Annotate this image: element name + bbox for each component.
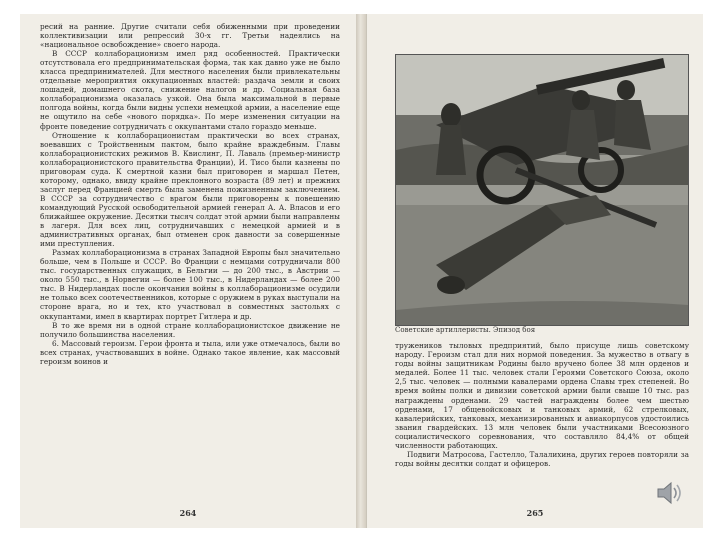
paragraph: В СССР коллаборационизм имел ряд особенностей. Практически отсутствовала его предпринимательская форма, так как давно уже не было класса предпринимателей. Для местного населения были привлекательны отдельные мероприятия оккупационных властей: раздача земли и своих лошадей, домашнего скота, снижение налогов и др. Социальная база коллаборационизма оказалась узкой. Она была максимальной в первые полгода войны, когда были видны успехи немецкой армии, а население еще не ощутило на себе «нового порядка». По мере изменения ситуации на фронте поведение сотрудничать с оккупантами стало гораздо меньше. bbox=[40, 49, 340, 131]
paragraph: Подвиги Матросова, Гастелло, Талалихина, других героев повторяли за годы войны десятки солдат и офицеров. bbox=[395, 450, 689, 469]
speaker-icon[interactable] bbox=[652, 476, 686, 510]
book-spread bbox=[20, 14, 702, 528]
paragraph: тружеников тыловых предприятий, было присуще лишь советскому народу. Героизм стал для них нормой поведения. За мужество в отвагу в годы войны защитникам Родины было вручено более 38 млн орденов и медалей. Более 11 тыс. человек стали Героями Советского Союза, около 2,5 тыс. человек — полными кавалерами ордена Славы трех степеней. Во время войны полки и дивизии советской армии были свыше 10 тыс. раз награждены орденами. 29 частей награждены более чем шестью орденами, 17 общевойсковых и танковых армий, 62 стрелковых, кавалерийских, танковых, механизированных и авиакорпусов удостоились звания гвардейских. 13 млн человек были участниками Всесоюзного социалистического соревнования, что составляло 84,4% от общей численности работающих. bbox=[395, 341, 689, 451]
paragraph: 6. Массовый героизм. Герои фронта и тыла, или уже отмечалось, были во всех странах, участвовавших в войне. Однако такое явление, как массовый героизм воинов и bbox=[40, 338, 340, 366]
page-number-right: 265 bbox=[526, 508, 544, 518]
right-page-text bbox=[395, 341, 689, 468]
photo-caption: Советские артиллеристы. Эпизод боя bbox=[395, 326, 536, 334]
page-number-left: 264 bbox=[179, 508, 197, 518]
paragraph: ресий на ранние. Другие считали себя обиженными при проведении коллективизации или репрессий 30-х гг. Третьи надеялись на «национальное освобождение» своего народа. bbox=[40, 22, 340, 50]
paragraph: Отношение к коллаборационистам практически во всех странах, воевавших с Тройственным пактом, было крайне враждебным. Главы коллаборационистских режимов В. Квислинг, П. Лаваль (премьер-министр коллаборационистского правительства Франции), И. Тисо были казнены по приговорам суда. К смертной казни был приговорен и маршал Петен, которому, однако, ввиду крайне преклонного возраста (89 лет) и прежних заслуг перед Францией смерть была заменена пожизненным заключением. В СССР за сотрудничество с врагом были приговорены к повешению командующий Русской освободительной армией генерал А. А. Власов и его ближайшее окружение. Десятки тысяч солдат этой армии были направлены в лагеря. Для всех лиц, сотрудничавших с немецкой армией и в административных органах, был отменен срок давности за совершенные ими преступления. bbox=[40, 130, 340, 249]
paragraph: В то же время ни в одной стране коллаборационистское движение не получило большинства населения. bbox=[40, 320, 340, 339]
war-photo bbox=[395, 54, 689, 326]
left-page bbox=[20, 14, 357, 528]
photo-artillery-scene bbox=[396, 55, 688, 325]
book-gutter bbox=[356, 14, 366, 528]
left-page-text bbox=[40, 22, 340, 366]
speaker-icon-graphic bbox=[652, 476, 686, 510]
paragraph: Размах коллаборационизма в странах Западной Европы был значительно больше, чем в Польше и СССР. Во Франции с немцами сотрудничали 800 тыс. государственных служащих, в Бельгии — до 200 тыс., в Австрии — около 550 тыс., в Норвегии — более 100 тыс., в Нидерландах — более 200 тыс. В Нидерландах после окончания войны в коллаборационизме осудили не только всех соотечественников, которые с оружием в руках выступали на стороне врага, но и тех, кто участвовал в совместных застольях с оккупантами, имел в квартирах портрет Гитлера и др. bbox=[40, 248, 340, 321]
right-page bbox=[366, 14, 703, 528]
